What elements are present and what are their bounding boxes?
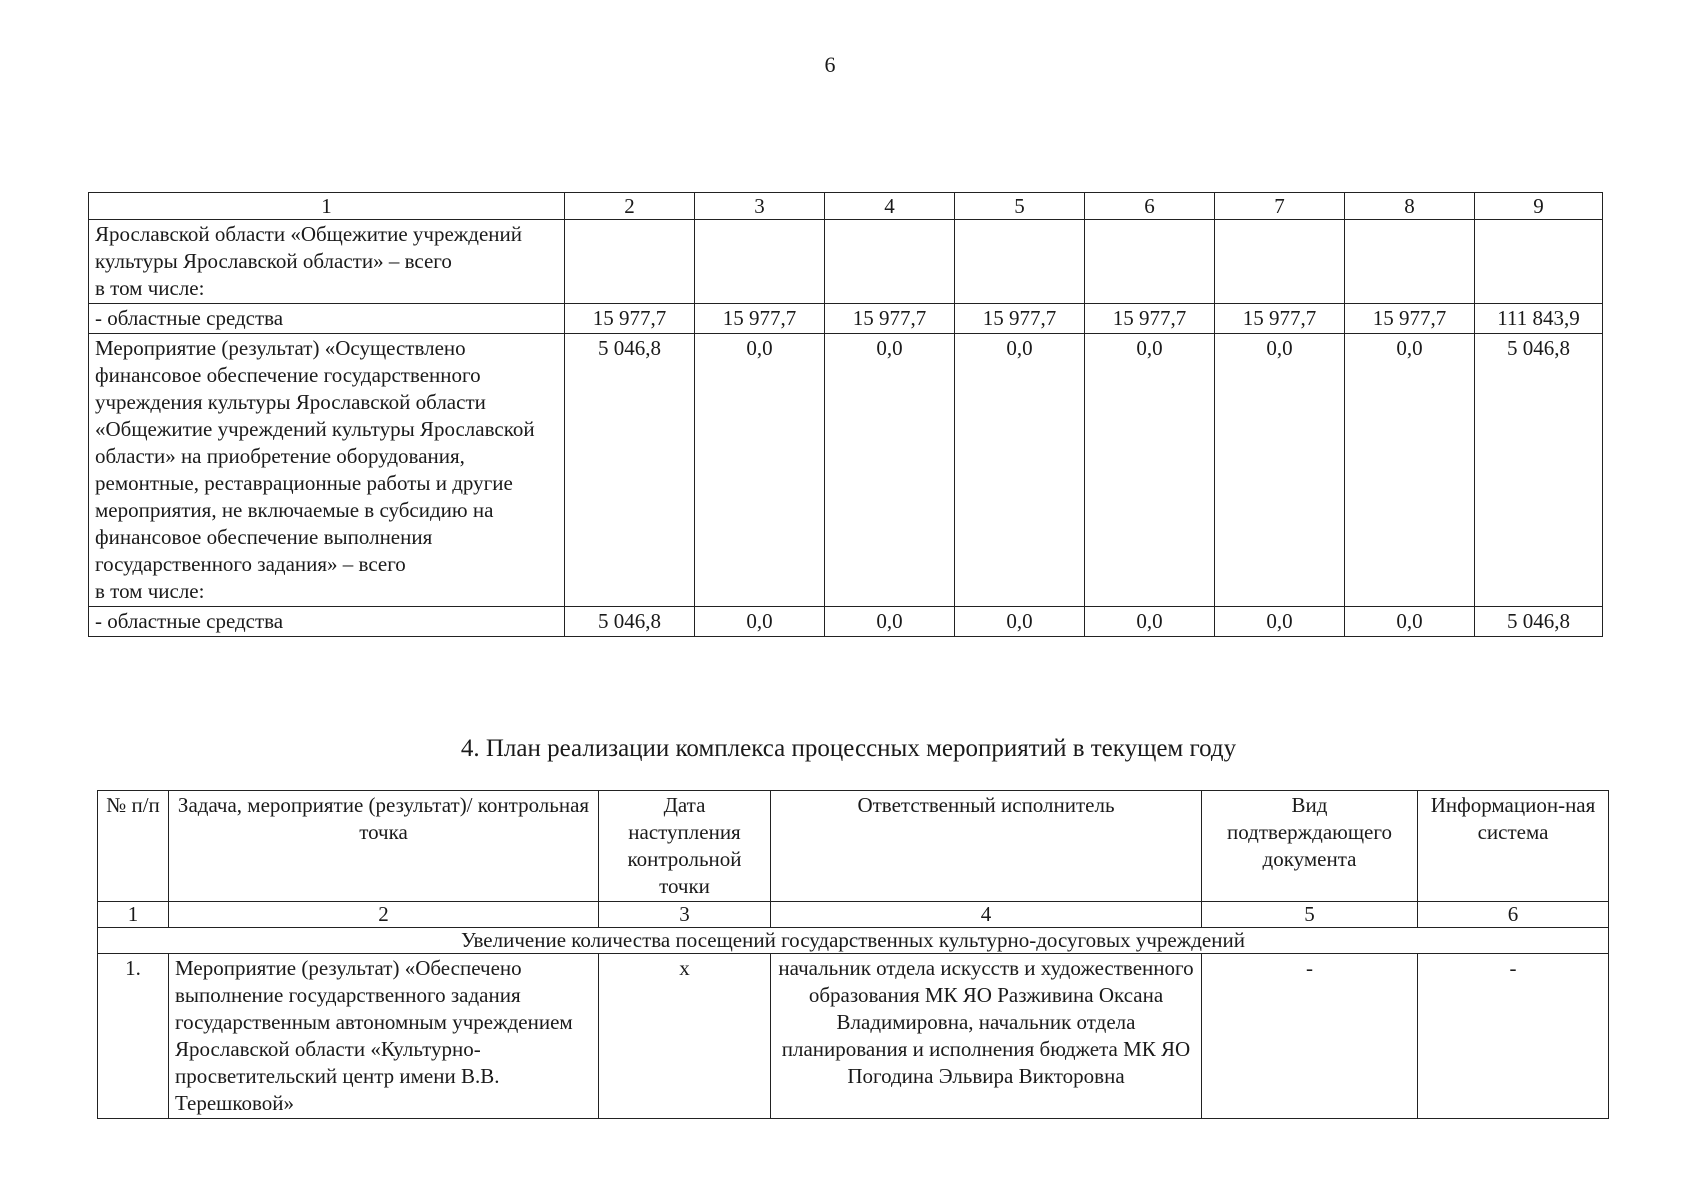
value-cell: 0,0 (1085, 607, 1215, 637)
col-header-executor: Ответственный исполнитель (771, 791, 1202, 902)
budget-table (88, 192, 1603, 637)
row-label-text: Мероприятие (результат) «Осуществлено финансовое обеспечение государственного учреждения культуры Ярославской области «Общежитие учреждений культуры Ярославской области» на приобретение оборудования, ремонтные, реставрационные работы и другие мероприятия, не включаемые в субсидию на финансовое обеспечение выполнения государственного задания» – всего (95, 336, 535, 576)
col-header-date: Дата наступления контрольной точки (599, 791, 771, 902)
index-cell: 3 (599, 902, 771, 928)
budget-col-header: 3 (695, 193, 825, 220)
budget-col-header: 7 (1215, 193, 1345, 220)
value-cell: 0,0 (695, 607, 825, 637)
value-cell: 111 843,9 (1475, 304, 1603, 334)
col-header-activity: Задача, мероприятие (результат)/ контрольная точка (169, 791, 599, 902)
value-cell: 15 977,7 (955, 304, 1085, 334)
value-cell (695, 220, 825, 304)
value-cell (565, 220, 695, 304)
index-cell: 2 (169, 902, 599, 928)
value-cell: 15 977,7 (825, 304, 955, 334)
value-cell: 0,0 (695, 334, 825, 607)
row-label-sub: в том числе: (95, 579, 205, 603)
row-number: 1. (98, 954, 169, 1119)
budget-col-header: 8 (1345, 193, 1475, 220)
row-label (89, 334, 565, 607)
table-row (98, 954, 1609, 1119)
value-cell (1215, 220, 1345, 304)
value-cell (825, 220, 955, 304)
table-row (89, 304, 1603, 334)
index-cell: 5 (1202, 902, 1418, 928)
value-cell: 5 046,8 (565, 334, 695, 607)
budget-col-header: 2 (565, 193, 695, 220)
table-row (89, 334, 1603, 607)
plan-index-row (98, 902, 1609, 928)
value-cell: 0,0 (1215, 334, 1345, 607)
document-cell: - (1202, 954, 1418, 1119)
budget-col-header: 1 (89, 193, 565, 220)
row-label: - областные средства (89, 607, 565, 637)
value-cell: 0,0 (1345, 334, 1475, 607)
budget-header-row (89, 193, 1603, 220)
value-cell: 5 046,8 (1475, 607, 1603, 637)
plan-header-row (98, 791, 1609, 902)
table-row (89, 607, 1603, 637)
value-cell: 0,0 (955, 334, 1085, 607)
value-cell: 5 046,8 (565, 607, 695, 637)
value-cell: 5 046,8 (1475, 334, 1603, 607)
value-cell: 0,0 (825, 607, 955, 637)
value-cell: 0,0 (1345, 607, 1475, 637)
budget-col-header: 9 (1475, 193, 1603, 220)
budget-col-header: 4 (825, 193, 955, 220)
page-number: 6 (824, 52, 836, 77)
system-cell: - (1418, 954, 1609, 1119)
row-label-sub: в том числе: (95, 276, 205, 300)
value-cell (955, 220, 1085, 304)
value-cell (1345, 220, 1475, 304)
plan-table (97, 790, 1609, 1119)
budget-col-header: 6 (1085, 193, 1215, 220)
row-label-text: Ярославской области «Общежитие учреждений культуры Ярославской области» – всего (95, 222, 523, 273)
table-row (89, 220, 1603, 304)
value-cell: 0,0 (825, 334, 955, 607)
value-cell: 15 977,7 (565, 304, 695, 334)
section-heading: 4. План реализации комплекса процессных мероприятий в текущем году (460, 735, 1237, 762)
date-cell: х (599, 954, 771, 1119)
col-header-document: Вид подтверждающего документа (1202, 791, 1418, 902)
value-cell: 15 977,7 (1345, 304, 1475, 334)
value-cell: 0,0 (1215, 607, 1345, 637)
value-cell (1475, 220, 1603, 304)
row-label (89, 220, 565, 304)
value-cell: 0,0 (1085, 334, 1215, 607)
col-header-system: Информацион-ная система (1418, 791, 1609, 902)
index-cell: 6 (1418, 902, 1609, 928)
value-cell: 15 977,7 (1085, 304, 1215, 334)
value-cell: 15 977,7 (695, 304, 825, 334)
task-row (98, 928, 1609, 954)
row-label: - областные средства (89, 304, 565, 334)
activity-cell: Мероприятие (результат) «Обеспечено выполнение государственного задания государственным автономным учреждением Ярославской области «Культурно-просветительский центр имени В.В. Терешковой» (169, 954, 599, 1119)
value-cell (1085, 220, 1215, 304)
value-cell: 0,0 (955, 607, 1085, 637)
index-cell: 1 (98, 902, 169, 928)
value-cell: 15 977,7 (1215, 304, 1345, 334)
budget-col-header: 5 (955, 193, 1085, 220)
task-title: Увеличение количества посещений государственных культурно-досуговых учреждений (98, 928, 1609, 954)
executor-cell: начальник отдела искусств и художественного образования МК ЯО Разживина Оксана Владимировна, начальник отдела планирования и исполнения бюджета МК ЯО Погодина Эльвира Викторовна (771, 954, 1202, 1119)
col-header-number: № п/п (98, 791, 169, 902)
index-cell: 4 (771, 902, 1202, 928)
